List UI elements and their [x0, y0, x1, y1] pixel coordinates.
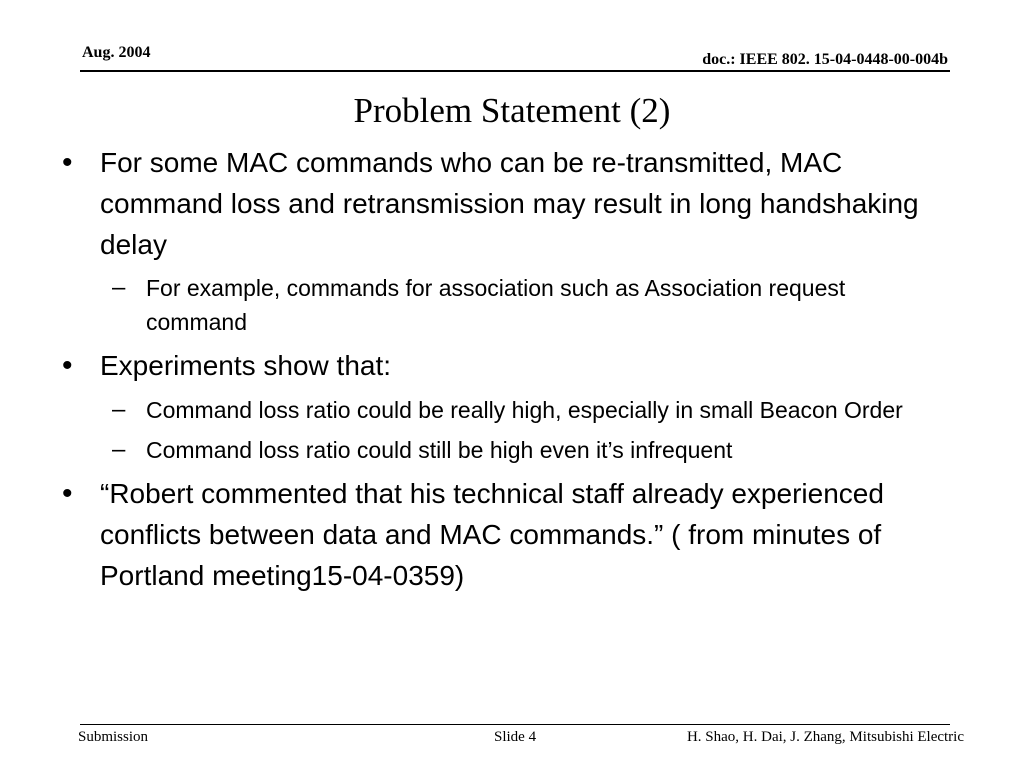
bullet-3 — [62, 473, 962, 596]
sub-bullet-text: Command loss ratio could still be high even it’s infrequent — [146, 437, 733, 463]
slide-title: Problem Statement (2) — [353, 91, 671, 130]
footer-authors: H. Shao, H. Dai, J. Zhang, Mitsubishi Electric — [686, 729, 964, 745]
sub-bullet-2-1 — [112, 393, 962, 427]
bullet-2 — [62, 345, 962, 387]
header-date: Aug. 2004 — [82, 44, 151, 61]
sub-bullet-text: For example, commands for association such as Association request command — [146, 275, 846, 335]
sub-bullet-marker: – — [112, 274, 126, 301]
slide-body — [62, 142, 962, 602]
bullet-text: For some MAC commands who can be re-transmitted, MAC command loss and retransmission may result in long handshaking delay — [100, 147, 919, 260]
sub-bullet-marker: – — [112, 436, 126, 463]
footer-slide-number: Slide 4 — [494, 729, 537, 745]
sub-bullet-text: Command loss ratio could be really high, especially in small Beacon Order — [146, 397, 903, 423]
bullet-marker: • — [62, 477, 73, 510]
bullet-text: “Robert commented that his technical staff already experienced conflicts between data and MAC commands.” ( from minutes of Portland meeting15-04-0359) — [100, 478, 884, 591]
sub-bullet-marker: – — [112, 396, 126, 423]
header-doc-id: doc.: IEEE 802. 15-04-0448-00-004b — [702, 51, 948, 68]
sub-bullet-1-1 — [112, 271, 962, 339]
bullet-1 — [62, 142, 962, 265]
sub-bullet-2-2 — [112, 433, 962, 467]
footer-submission: Submission — [78, 729, 149, 745]
bullet-marker: • — [62, 146, 73, 179]
header-divider — [80, 70, 950, 72]
bullet-marker: • — [62, 349, 73, 382]
bullet-text: Experiments show that: — [100, 350, 392, 381]
footer-divider — [80, 724, 950, 725]
